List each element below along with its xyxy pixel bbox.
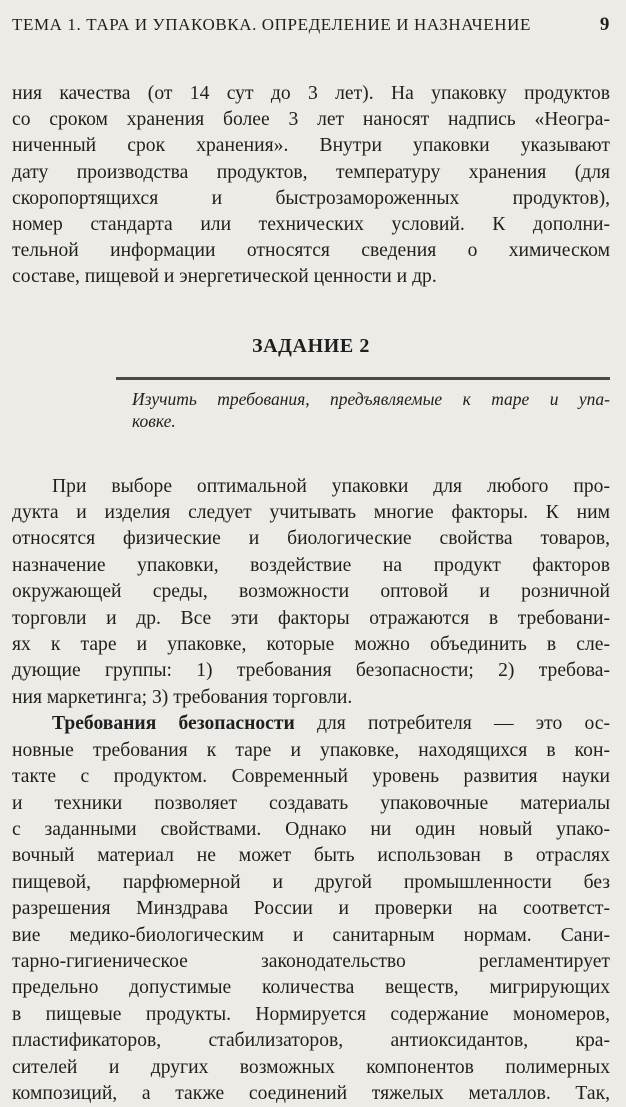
text-line: окружающей среды, возможности оптовой и розничной [12,581,610,603]
text-line: тарно-гигиеническое законодательство регламентирует [12,950,610,972]
bold-term: Требования безопасности [52,713,295,735]
paragraph-safety-requirements [12,711,610,1107]
text-line: назначение упаковки, воздействие на продукт факторов [12,554,610,576]
text-line: составе, пищевой и энергетической ценности и др. [12,266,437,288]
text-fragment: для потребителя — это ос- [294,713,610,735]
text-line: разрешения Минздрава России и проверки на соответст- [12,898,610,920]
text-line: ях к таре и упаковке, которые можно объединить в сле- [12,634,610,656]
text-line: вочный материал не может быть использован в отраслях [12,845,610,867]
text-line: дующие группы: 1) требования безопасности; 2) требова- [12,660,610,682]
text-line: дату производства продуктов, температуру хранения (для [12,161,610,183]
text-line: При выборе оптимальной упаковки для любого про- [52,475,610,497]
text-line [12,711,610,737]
text-line: предельно допустимые количества веществ, мигрирующих [12,977,610,999]
task-line: Изучить требования, предъявляемые к таре и упа- [132,388,610,409]
text-line: с заданными свойствами. Однако ни один новый упако- [12,818,610,840]
text-line: пластификаторов, стабилизаторов, антиоксидантов, кра- [12,1030,610,1052]
paragraph-packaging-factors [12,474,610,712]
text-line: в пищевые продукты. Нормируется содержание мономеров, [12,1003,610,1025]
text-line: относятся физические и биологические свойства товаров, [12,528,610,550]
text-line: новные требования к таре и упаковке, находящихся в кон- [12,739,610,761]
text-line: пищевой, парфюмерной и другой промышленности без [12,871,610,893]
text-line: дукта и изделия следует учитывать многие факторы. К ним [12,502,610,524]
task-line: ковке. [132,410,176,431]
page-number: 9 [599,14,610,35]
task-box [116,377,610,441]
text-line: и техники позволяет создавать упаковочные материалы [12,792,610,814]
text-line: такте с продуктом. Современный уровень развития науки [12,766,610,788]
text-line: композиций, а также соединений тяжелых металлов. Так, [12,1082,610,1104]
text-line: скоропортящихся и быстрозамороженных продуктов), [12,187,610,209]
chapter-title: ТЕМА 1. ТАРА И УПАКОВКА. ОПРЕДЕЛЕНИЕ И НАЗНАЧЕНИЕ [12,15,531,34]
section-heading: ЗАДАНИЕ 2 [251,334,371,357]
text-line: номер стандарта или технических условий. К дополни- [12,214,610,236]
text-line: вие медико-биологическим и санитарным нормам. Сани- [12,924,610,946]
paragraph-storage-info [12,81,610,291]
text-line: тельной информации относятся сведения о химическом [12,240,610,262]
text-line: торговли и др. Все эти факторы отражаются в требовани- [12,607,610,629]
text-line: ния маркетинга; 3) требования торговли. [12,686,353,708]
text-line: со сроком хранения более 3 лет наносят надпись «Неогра- [12,109,610,131]
running-header [12,14,610,38]
text-line: сителей и других возможных компонентов полимерных [12,1056,610,1078]
text-line: ниченный срок хранения». Внутри упаковки указывают [12,135,610,157]
text-line: ния качества (от 14 сут до 3 лет). На упаковку продуктов [12,83,610,104]
